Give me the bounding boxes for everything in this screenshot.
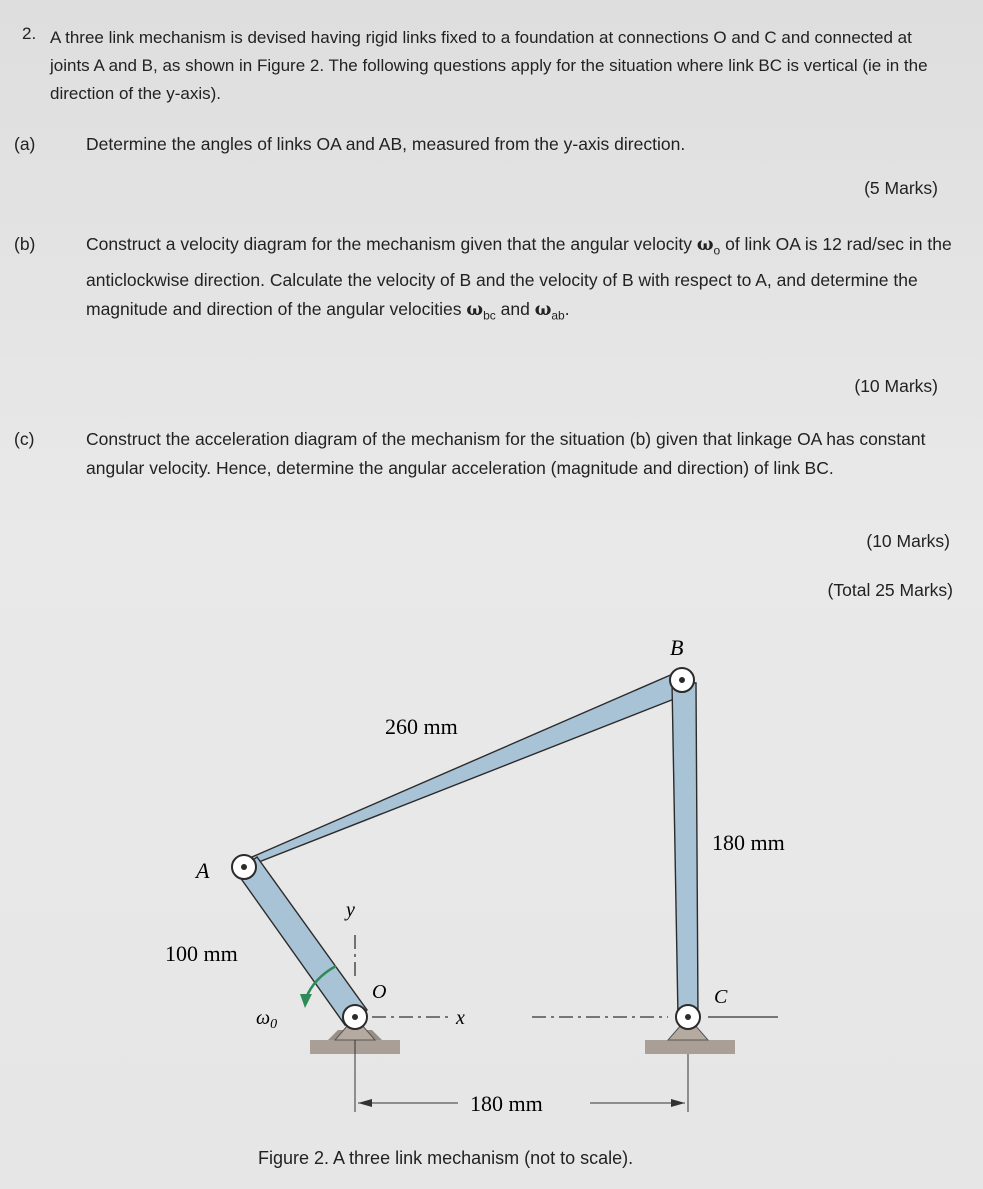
link-oa (237, 857, 367, 1025)
part-a-marks: (5 Marks) (864, 178, 938, 198)
part-b-marks: (10 Marks) (854, 376, 938, 396)
part-a-label: (a) (14, 134, 36, 154)
part-b-text-1: Construct a velocity diagram for the mechanism given that the angular velocity (86, 234, 697, 254)
dim-arrow-right-icon (671, 1099, 685, 1107)
part-b-text-4: . (564, 298, 570, 319)
link-bc (672, 683, 698, 1017)
joint-o (343, 1005, 367, 1029)
joint-c (676, 1005, 700, 1029)
total-marks: (Total 25 Marks) (827, 580, 953, 600)
question-number: 2. (22, 24, 37, 43)
omega-arrowhead-icon (300, 994, 312, 1008)
dim-oc-label: 180 mm (470, 1091, 543, 1116)
dim-bc-label: 180 mm (712, 830, 785, 855)
label-a: A (196, 858, 210, 883)
part-b-text-2: of link OA is 12 rad/sec in the anticlockwise direction. Calculate the velocity of B and the velocity of B with respect to A, and determine the magnitude and direction of the angular velocities (86, 234, 952, 319)
part-b-label: (b) (14, 234, 36, 254)
link-ab (236, 670, 692, 871)
label-b: B (670, 635, 684, 660)
part-c-text: Construct the acceleration diagram of the mechanism for the situation (b) given that linkage OA has constant angular velocity. Hence, determine the angular acceleration (magnitude and direction) of link BC. (86, 429, 926, 478)
label-omega (256, 1007, 277, 1032)
mechanism-figure (0, 600, 983, 1140)
part-b-text-3: and (495, 298, 535, 319)
omega-bc-subscript: bc (483, 308, 496, 322)
part-a-text: Determine the angles of links OA and AB, measured from the y-axis direction. (86, 134, 686, 154)
part-c-marks: (10 Marks) (866, 531, 950, 551)
part-c-label: (c) (14, 429, 35, 449)
dim-arrow-left-icon (358, 1099, 372, 1107)
label-c: C (714, 986, 728, 1008)
question-intro: A three link mechanism is devised having rigid links fixed to a foundation at connections O and C and connected at joints A and B, as shown in Figure 2. The following questions apply for the situation where link BC is vertical (ie in the direction of the y-axis). (50, 28, 928, 103)
dim-oa-label: 100 mm (165, 941, 238, 966)
label-o: O (372, 981, 387, 1003)
label-y: y (346, 899, 355, 921)
part-b (14, 230, 981, 330)
joint-b (670, 668, 694, 692)
omega-o-subscript: o (713, 243, 721, 258)
part-a (14, 130, 981, 159)
omega-bc-symbol: ω (466, 299, 484, 320)
figure-caption: Figure 2. A three link mechanism (not to scale). (258, 1148, 634, 1168)
omega-ab-symbol: ω (534, 299, 552, 320)
dim-ab-label: 260 mm (385, 714, 458, 739)
label-x: x (456, 1007, 465, 1029)
part-c (14, 425, 981, 483)
omega-o-symbol: ω (696, 235, 714, 255)
omega-ab-subscript: ab (551, 308, 565, 322)
joint-a (232, 855, 256, 879)
omega-zero-symbol: ω (256, 1007, 271, 1029)
omega-zero-subscript: 0 (270, 1017, 278, 1032)
